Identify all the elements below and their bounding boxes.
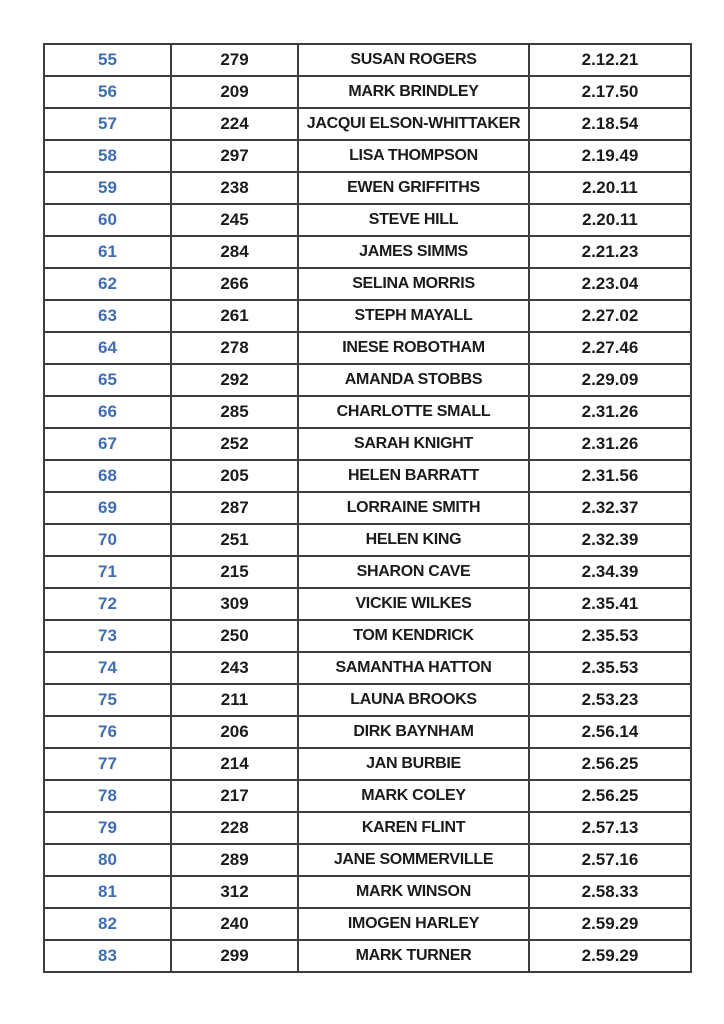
time-cell: 2.23.04 [529,268,691,300]
table-row [44,428,691,460]
race-results-table [43,43,692,973]
time-cell: 2.27.46 [529,332,691,364]
table-row [44,204,691,236]
bib-cell: 215 [171,556,298,588]
time-cell: 2.59.29 [529,908,691,940]
table-row [44,492,691,524]
bib-cell: 266 [171,268,298,300]
name-cell: EWEN GRIFFITHS [298,172,529,204]
bib-cell: 206 [171,716,298,748]
time-cell: 2.32.37 [529,492,691,524]
time-cell: 2.20.11 [529,204,691,236]
bib-cell: 217 [171,780,298,812]
position-cell: 55 [44,44,171,76]
table-row [44,364,691,396]
bib-cell: 279 [171,44,298,76]
name-cell: HELEN KING [298,524,529,556]
race-results-body [44,44,691,972]
bib-cell: 251 [171,524,298,556]
table-row [44,652,691,684]
bib-cell: 224 [171,108,298,140]
bib-cell: 250 [171,620,298,652]
position-cell: 77 [44,748,171,780]
time-cell: 2.31.26 [529,428,691,460]
name-cell: STEVE HILL [298,204,529,236]
bib-cell: 205 [171,460,298,492]
name-cell: MARK TURNER [298,940,529,972]
name-cell: CHARLOTTE SMALL [298,396,529,428]
name-cell: TOM KENDRICK [298,620,529,652]
position-cell: 76 [44,716,171,748]
position-cell: 62 [44,268,171,300]
bib-cell: 299 [171,940,298,972]
time-cell: 2.56.25 [529,748,691,780]
position-cell: 80 [44,844,171,876]
name-cell: JAN BURBIE [298,748,529,780]
name-cell: SHARON CAVE [298,556,529,588]
bib-cell: 261 [171,300,298,332]
bib-cell: 240 [171,908,298,940]
name-cell: AMANDA STOBBS [298,364,529,396]
time-cell: 2.29.09 [529,364,691,396]
table-row [44,44,691,76]
table-row [44,684,691,716]
bib-cell: 287 [171,492,298,524]
table-row [44,460,691,492]
position-cell: 81 [44,876,171,908]
time-cell: 2.53.23 [529,684,691,716]
table-row [44,172,691,204]
time-cell: 2.35.41 [529,588,691,620]
bib-cell: 278 [171,332,298,364]
bib-cell: 245 [171,204,298,236]
bib-cell: 243 [171,652,298,684]
position-cell: 57 [44,108,171,140]
time-cell: 2.20.11 [529,172,691,204]
name-cell: JAMES SIMMS [298,236,529,268]
position-cell: 58 [44,140,171,172]
table-row [44,588,691,620]
table-row [44,844,691,876]
table-row [44,908,691,940]
table-row [44,716,691,748]
name-cell: IMOGEN HARLEY [298,908,529,940]
time-cell: 2.12.21 [529,44,691,76]
time-cell: 2.57.16 [529,844,691,876]
name-cell: SAMANTHA HATTON [298,652,529,684]
bib-cell: 284 [171,236,298,268]
position-cell: 72 [44,588,171,620]
bib-cell: 312 [171,876,298,908]
table-row [44,396,691,428]
position-cell: 74 [44,652,171,684]
name-cell: HELEN BARRATT [298,460,529,492]
position-cell: 59 [44,172,171,204]
name-cell: JANE SOMMERVILLE [298,844,529,876]
table-row [44,76,691,108]
position-cell: 70 [44,524,171,556]
table-row [44,620,691,652]
position-cell: 82 [44,908,171,940]
name-cell: KAREN FLINT [298,812,529,844]
position-cell: 61 [44,236,171,268]
time-cell: 2.17.50 [529,76,691,108]
position-cell: 71 [44,556,171,588]
time-cell: 2.35.53 [529,620,691,652]
position-cell: 60 [44,204,171,236]
bib-cell: 252 [171,428,298,460]
position-cell: 69 [44,492,171,524]
name-cell: SELINA MORRIS [298,268,529,300]
table-row [44,876,691,908]
table-row [44,108,691,140]
bib-cell: 285 [171,396,298,428]
position-cell: 83 [44,940,171,972]
name-cell: SUSAN ROGERS [298,44,529,76]
table-row [44,524,691,556]
bib-cell: 211 [171,684,298,716]
time-cell: 2.18.54 [529,108,691,140]
time-cell: 2.56.14 [529,716,691,748]
table-row [44,236,691,268]
table-row [44,332,691,364]
position-cell: 78 [44,780,171,812]
bib-cell: 297 [171,140,298,172]
name-cell: DIRK BAYNHAM [298,716,529,748]
table-row [44,268,691,300]
position-cell: 68 [44,460,171,492]
bib-cell: 292 [171,364,298,396]
name-cell: VICKIE WILKES [298,588,529,620]
position-cell: 63 [44,300,171,332]
time-cell: 2.57.13 [529,812,691,844]
name-cell: MARK BRINDLEY [298,76,529,108]
bib-cell: 289 [171,844,298,876]
time-cell: 2.56.25 [529,780,691,812]
time-cell: 2.21.23 [529,236,691,268]
name-cell: LISA THOMPSON [298,140,529,172]
position-cell: 79 [44,812,171,844]
position-cell: 66 [44,396,171,428]
time-cell: 2.59.29 [529,940,691,972]
time-cell: 2.34.39 [529,556,691,588]
table-row [44,556,691,588]
time-cell: 2.31.56 [529,460,691,492]
table-row [44,812,691,844]
bib-cell: 228 [171,812,298,844]
bib-cell: 214 [171,748,298,780]
position-cell: 75 [44,684,171,716]
name-cell: INESE ROBOTHAM [298,332,529,364]
position-cell: 64 [44,332,171,364]
time-cell: 2.31.26 [529,396,691,428]
table-row [44,940,691,972]
name-cell: JACQUI ELSON-WHITTAKER [298,108,529,140]
name-cell: SARAH KNIGHT [298,428,529,460]
name-cell: MARK COLEY [298,780,529,812]
name-cell: MARK WINSON [298,876,529,908]
time-cell: 2.58.33 [529,876,691,908]
name-cell: LORRAINE SMITH [298,492,529,524]
bib-cell: 238 [171,172,298,204]
position-cell: 67 [44,428,171,460]
bib-cell: 309 [171,588,298,620]
time-cell: 2.35.53 [529,652,691,684]
bib-cell: 209 [171,76,298,108]
position-cell: 65 [44,364,171,396]
position-cell: 73 [44,620,171,652]
time-cell: 2.19.49 [529,140,691,172]
table-row [44,748,691,780]
time-cell: 2.27.02 [529,300,691,332]
table-row [44,780,691,812]
position-cell: 56 [44,76,171,108]
time-cell: 2.32.39 [529,524,691,556]
name-cell: STEPH MAYALL [298,300,529,332]
name-cell: LAUNA BROOKS [298,684,529,716]
table-row [44,300,691,332]
table-row [44,140,691,172]
